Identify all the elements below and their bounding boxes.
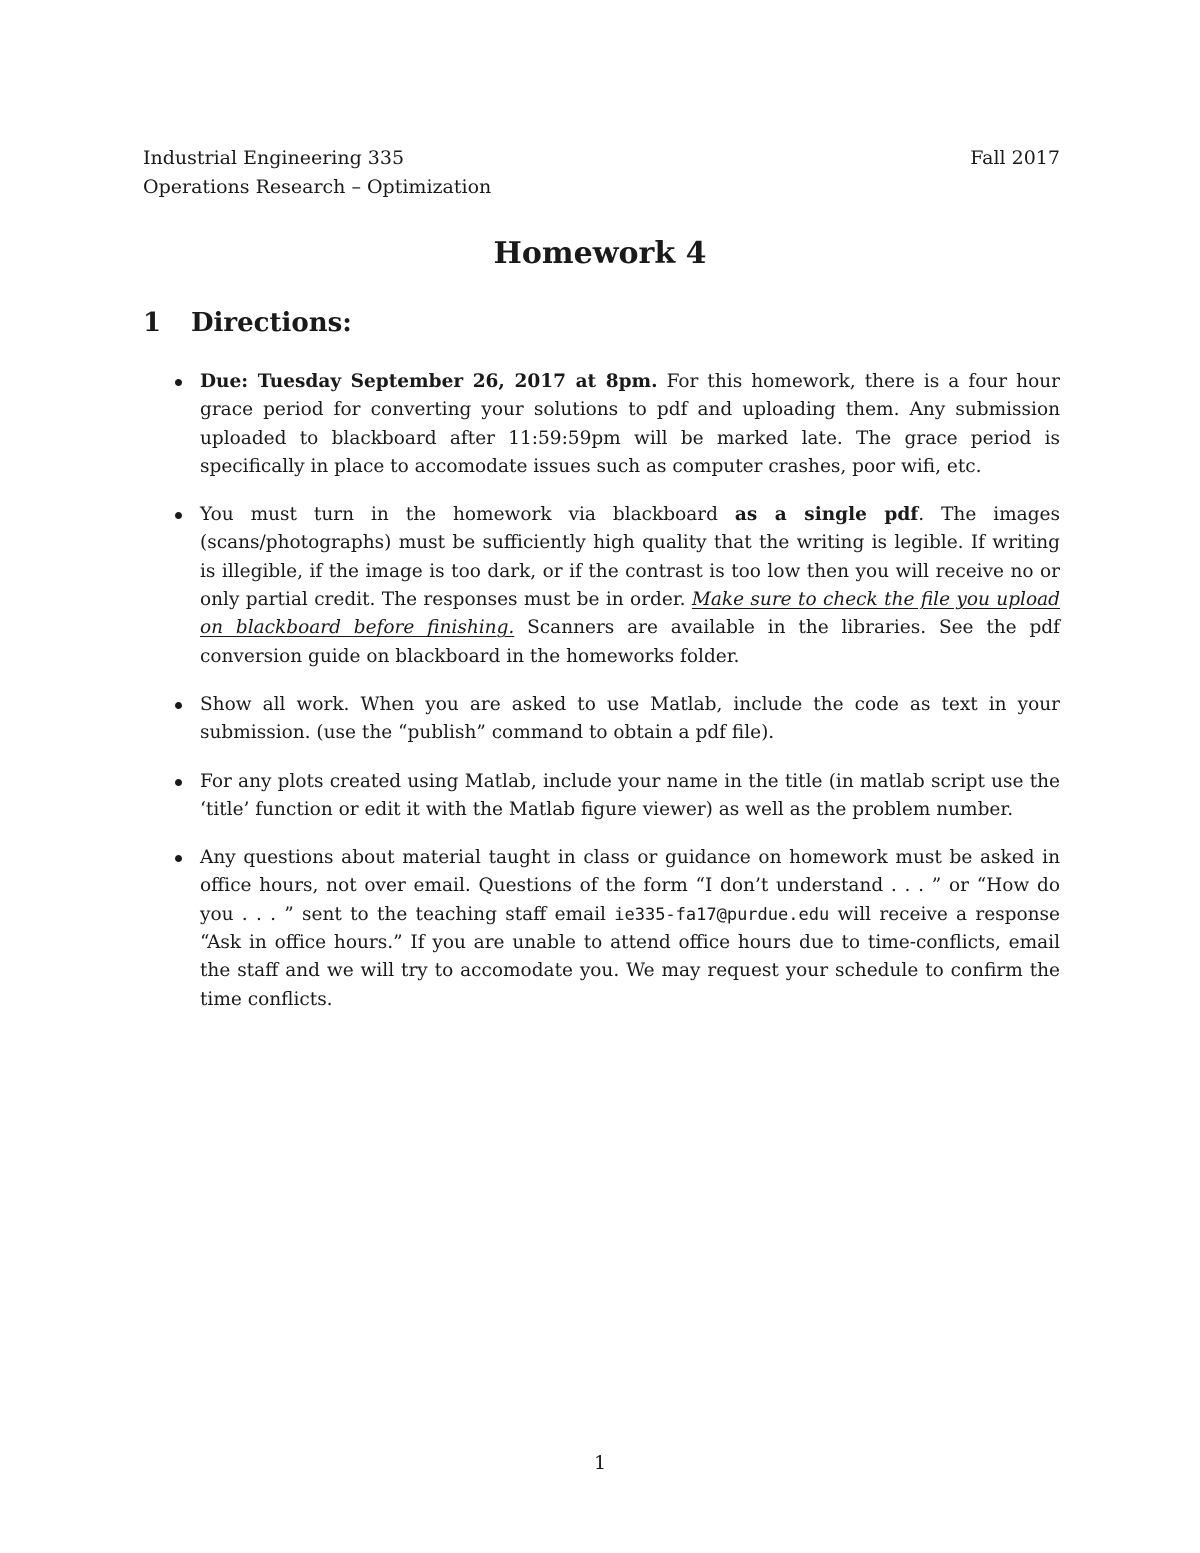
questions-text-post: will receive a response “Ask in office hours.” If you are unable to attend office hours due to time-conflicts, email the staff and we will try to accomodate you. We may request your schedule to confirm the time conflicts. [200,903,1060,1010]
list-item-work [173,691,1060,748]
directions-list [173,368,1060,1034]
bullet-icon [175,779,182,786]
list-item-questions [173,844,1060,1014]
work-text: Show all work. When you are asked to use Matlab, include the code as text in your submission. (use the “publish” command to obtain a pdf file). [200,693,1060,744]
due-date: Due: Tuesday September 26, 2017 at 8pm. [200,371,658,392]
course-name: Industrial Engineering 335 [143,147,405,169]
bullet-icon [175,702,182,709]
course-header [143,144,491,202]
bullet-icon [175,855,182,862]
questions-text-pre: Any questions about material taught in class or guidance on homework must be asked in office hours, not over email. Questions of the form “I don’t understand . . . ” or “How do you . . . ” sent to the teaching staff email [200,847,1060,925]
course-subtitle: Operations Research – Optimization [143,176,492,198]
section-title: Directions: [191,308,352,338]
list-item-due [173,368,1060,481]
term-label: Fall 2017 [970,147,1060,169]
document-title: Homework 4 [493,236,707,271]
list-item-plots [173,768,1060,825]
bullet-icon [175,379,182,386]
plots-text: For any plots created using Matlab, include your name in the title (in matlab script use the ‘title’ function or edit it with the Matlab figure viewer) as well as the problem number. [200,770,1060,820]
submit-text-pre: You must turn in the homework via blackboard [200,504,735,526]
submit-emphasis: Make sure to check the file you upload on blackboard before finishing. [200,589,1060,639]
due-text: For this homework, there is a four hour grace period for converting your solutions to pdf and uploading them. Any submission uploaded to blackboard after 11:59:59pm will be marked late. The grace period is specifically in place to accomodate issues such as computer crashes, poor wifi, etc. [200,371,1060,477]
section-heading [143,308,352,338]
submit-text-post: Scanners are available in the libraries. See the pdf conversion guide on blackboard in the homeworks folder. [200,617,1060,667]
page-number: 1 [593,1452,607,1474]
staff-email: ie335-fa17@purdue.edu [614,904,830,925]
bullet-icon [175,512,182,519]
section-number: 1 [143,308,162,338]
submit-text-mid: . The images (scans/photographs) must be sufficiently high quality that the writing is legible. If writing is illegible, if the image is too dark, or if the contrast is too low then you will receive no or only partial credit. The responses must be in order. [200,504,1060,611]
list-item-submit [173,501,1060,671]
submit-bold: as a single pdf [734,504,919,526]
